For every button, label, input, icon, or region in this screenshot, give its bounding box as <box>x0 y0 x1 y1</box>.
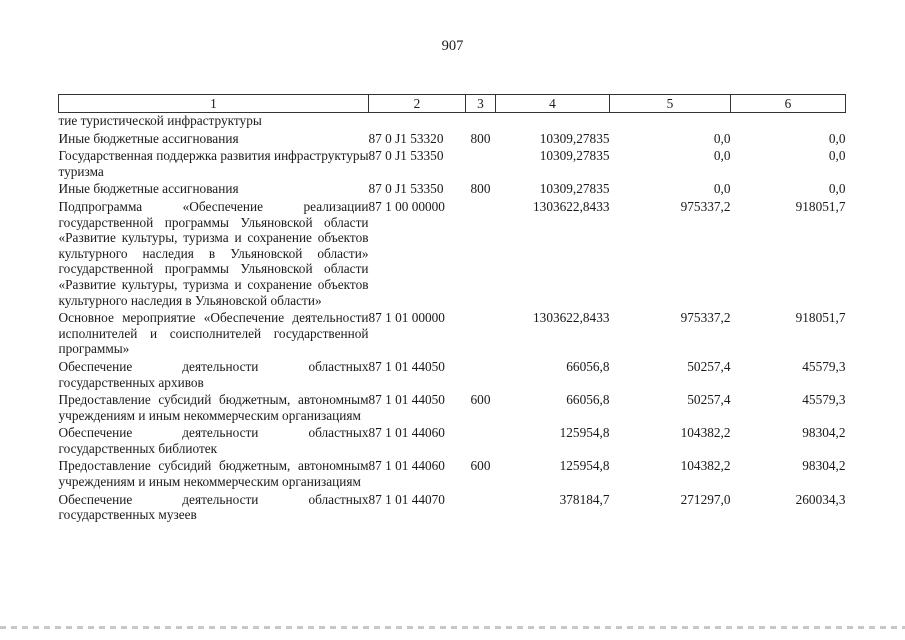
target-article-code: 87 1 01 44060 <box>368 425 445 441</box>
expense-type: 800 <box>470 130 491 146</box>
amount-col-4: 66056,8 <box>566 358 610 374</box>
expense-type: 800 <box>470 181 491 197</box>
amount-col-5: 0,0 <box>713 148 731 164</box>
amount-col-4: 125954,8 <box>559 425 610 441</box>
amount-col-5: 0,0 <box>713 130 731 146</box>
target-article-code: 87 0 J1 53350 <box>368 181 444 197</box>
amount-col-5: 975337,2 <box>680 310 731 326</box>
table-row <box>59 310 846 359</box>
expense-type: 600 <box>470 458 491 474</box>
column-header-5: 5 <box>610 95 731 113</box>
table-row <box>59 181 846 199</box>
table-row <box>59 113 846 131</box>
amount-col-6 <box>731 113 846 131</box>
expense-type <box>466 113 496 131</box>
column-header-2: 2 <box>369 95 466 113</box>
target-article-code: 87 1 01 44050 <box>368 358 445 374</box>
table-row <box>59 199 846 310</box>
table-row <box>59 492 846 525</box>
budget-table <box>58 94 846 525</box>
amount-col-4: 10309,27835 <box>539 130 610 146</box>
item-name: тие туристической инфраструктуры <box>58 113 262 128</box>
amount-col-5: 271297,0 <box>680 491 731 507</box>
amount-col-5: 104382,2 <box>680 458 731 474</box>
amount-col-6: 0,0 <box>828 130 846 146</box>
target-article-code: 87 1 01 44060 <box>368 458 445 474</box>
scan-edge-artifact <box>0 626 905 629</box>
table-header-row <box>59 95 846 113</box>
item-name: Предоставление субсидий бюджетным, автономным учреждениям и иным некоммерческим организациям <box>58 392 369 423</box>
expense-type <box>466 148 496 181</box>
item-name: Иные бюджетные ассигнования <box>58 181 239 197</box>
amount-col-5 <box>610 113 731 131</box>
amount-col-6: 918051,7 <box>795 198 846 214</box>
target-article-code: 87 0 J1 53350 <box>368 148 444 164</box>
column-header-1: 1 <box>59 95 369 113</box>
amount-col-4: 1303622,8433 <box>533 198 610 214</box>
amount-col-6: 0,0 <box>828 181 846 197</box>
column-header-4: 4 <box>496 95 610 113</box>
page-number: 907 <box>441 38 464 54</box>
target-article-code: 87 1 01 44070 <box>368 491 445 507</box>
amount-col-4: 10309,27835 <box>539 181 610 197</box>
amount-col-5: 50257,4 <box>687 358 731 374</box>
table-row <box>59 425 846 458</box>
amount-col-6: 0,0 <box>828 148 846 164</box>
amount-col-6: 98304,2 <box>802 425 846 441</box>
amount-col-4: 1303622,8433 <box>533 310 610 326</box>
expense-type <box>466 310 496 359</box>
amount-col-6: 918051,7 <box>795 310 846 326</box>
column-header-6: 6 <box>731 95 846 113</box>
amount-col-6: 45579,3 <box>802 392 846 408</box>
expense-type: 600 <box>470 392 491 408</box>
amount-col-5: 50257,4 <box>687 392 731 408</box>
target-article-code: 87 1 01 00000 <box>368 310 445 326</box>
expense-type <box>466 492 496 525</box>
expense-type <box>466 359 496 392</box>
amount-col-4: 378184,7 <box>559 491 610 507</box>
table-row <box>59 131 846 149</box>
item-name: Иные бюджетные ассигнования <box>58 130 239 146</box>
amount-col-4 <box>496 113 610 131</box>
target-article-code: 87 0 J1 53320 <box>368 130 444 146</box>
table-body <box>59 113 846 525</box>
target-article-code: 87 1 01 44050 <box>368 392 445 408</box>
amount-col-6: 45579,3 <box>802 358 846 374</box>
table-row <box>59 359 846 392</box>
amount-col-5: 975337,2 <box>680 198 731 214</box>
item-name: Государственная поддержка развития инфраструктуры туризма <box>58 148 369 179</box>
table-row <box>59 458 846 491</box>
item-name: Основное мероприятие «Обеспечение деятельности исполнителей и соисполнителей государственной программы» <box>58 310 369 357</box>
amount-col-4: 10309,27835 <box>539 148 610 164</box>
item-name: Подпрограмма «Обеспечение реализации государственной программы Ульяновской области «Развитие культуры, туризма и сохранение объектов культурного наследия в Ульяновской области» государственной программы Ульяновской области «Развитие культуры, туризма и сохранение объектов культурного наследия в Ульяновской области» <box>58 198 369 308</box>
amount-col-4: 125954,8 <box>559 458 610 474</box>
expense-type <box>466 199 496 310</box>
amount-col-5: 0,0 <box>713 181 731 197</box>
amount-col-5: 104382,2 <box>680 425 731 441</box>
item-name: Обеспечение деятельности областных государственных музеев <box>58 491 369 523</box>
item-name: Обеспечение деятельности областных государственных архивов <box>58 358 369 390</box>
amount-col-6: 260034,3 <box>795 491 846 507</box>
item-name: Обеспечение деятельности областных государственных библиотек <box>58 425 369 456</box>
amount-col-6: 98304,2 <box>802 458 846 474</box>
expense-type <box>466 425 496 458</box>
amount-col-4: 66056,8 <box>566 392 610 408</box>
item-name: Предоставление субсидий бюджетным, автономным учреждениям и иным некоммерческим организациям <box>58 458 369 490</box>
column-header-3: 3 <box>466 95 496 113</box>
table-row <box>59 148 846 181</box>
target-article-code <box>369 113 466 131</box>
target-article-code: 87 1 00 00000 <box>368 198 445 214</box>
table-row <box>59 392 846 425</box>
